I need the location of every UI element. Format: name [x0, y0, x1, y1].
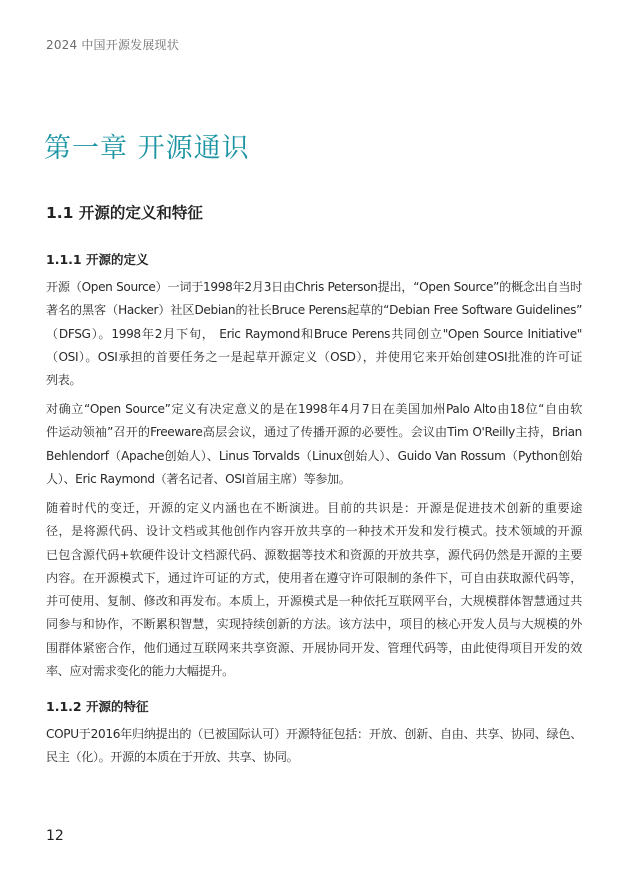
- text-line: （DFSG）。1998年2月下旬， Eric Raymond和Bruce Perens共同创立"Open Source Initiative": [46, 326, 582, 341]
- running-header: 2024 中国开源发展现状: [46, 38, 179, 52]
- paragraph-features-1: [46, 723, 582, 770]
- text-line: 随着时代的变迁，开源的定义内涵也在不断演进。目前的共识是：开源是促进技术创新的重要途: [46, 501, 582, 515]
- text-line: 民主（化）。开源的本质在于开放、共享、协同。: [46, 750, 299, 765]
- page-number: 12: [46, 828, 64, 844]
- paragraph-definition-2: [46, 398, 582, 491]
- section-title: 1.1 开源的定义和特征: [46, 204, 203, 222]
- text-line: 并可使用、复制、修改和再发布。本质上，开源模式是一种依托互联网平台，大规模群体智慧通过共: [46, 594, 582, 609]
- paragraph-definition-1: [46, 276, 582, 392]
- subsection-title-features: 1.1.2 开源的特征: [46, 699, 149, 714]
- text-line: 列表。: [46, 373, 82, 388]
- text-line: 内容。在开源模式下，通过许可证的方式，使用者在遵守许可限制的条件下，可自由获取源代码等，: [46, 570, 582, 585]
- chapter-title: 第一章 开源通识: [44, 133, 250, 164]
- text-line: 已包含源代码+软硬件设计文档源代码、源数据等技术和资源的开放共享，源代码仍然是开源的主要: [46, 547, 582, 562]
- text-line: 件运动领袖”召开的Freeware高层会议，通过了传播开源的必要性。会议由Tim O'Reilly主持，Brian: [46, 425, 582, 440]
- text-line: （OSI）。OSI承担的首要任务之一是起草开源定义（OSD），并使用它来开始创建OSI批准的许可证: [46, 349, 582, 364]
- paragraph-definition-3: [46, 497, 582, 683]
- text-line: 人）、Eric Raymond（著名记者、OSI首届主席）等参加。: [46, 471, 351, 486]
- text-line: 径，是将源代码、设计文档或其他创作内容开放共享的一种技术开发和发行模式。技术领域的开源: [46, 524, 582, 539]
- text-line: 同参与和协作，不断累积智慧，实现持续创新的方法。该方法中，项目的核心开发人员与大规模的外: [46, 617, 582, 632]
- text-line: 著名的黑客（Hacker）社区Debian的社长Bruce Perens起草的“Debian Free Software Guidelines”: [46, 303, 582, 318]
- text-line: 围群体紧密合作，他们通过互联网来共享资源、开展协同开发、管理代码等，由此使得项目开发的效: [46, 640, 582, 655]
- text-line: Behlendorf（Apache创始人）、Linus Torvalds（Linux创始人）、Guido Van Rossum（Python创始: [46, 448, 582, 463]
- text-line: 开源（Open Source）一词于1998年2月3日由Chris Peterson提出，“Open Source”的概念出自当时: [46, 280, 582, 294]
- subsection-title-definition: 1.1.1 开源的定义: [46, 252, 149, 267]
- text-line: 率、应对需求变化的能力大幅提升。: [46, 664, 234, 679]
- text-line: 对确立“Open Source”定义有决定意义的是在1998年4月7日在美国加州Palo Alto由18位“自由软: [46, 402, 582, 416]
- text-line: COPU于2016年归纳提出的（已被国际认可）开源特征包括：开放、创新、自由、共享、协同、绿色、: [46, 727, 582, 741]
